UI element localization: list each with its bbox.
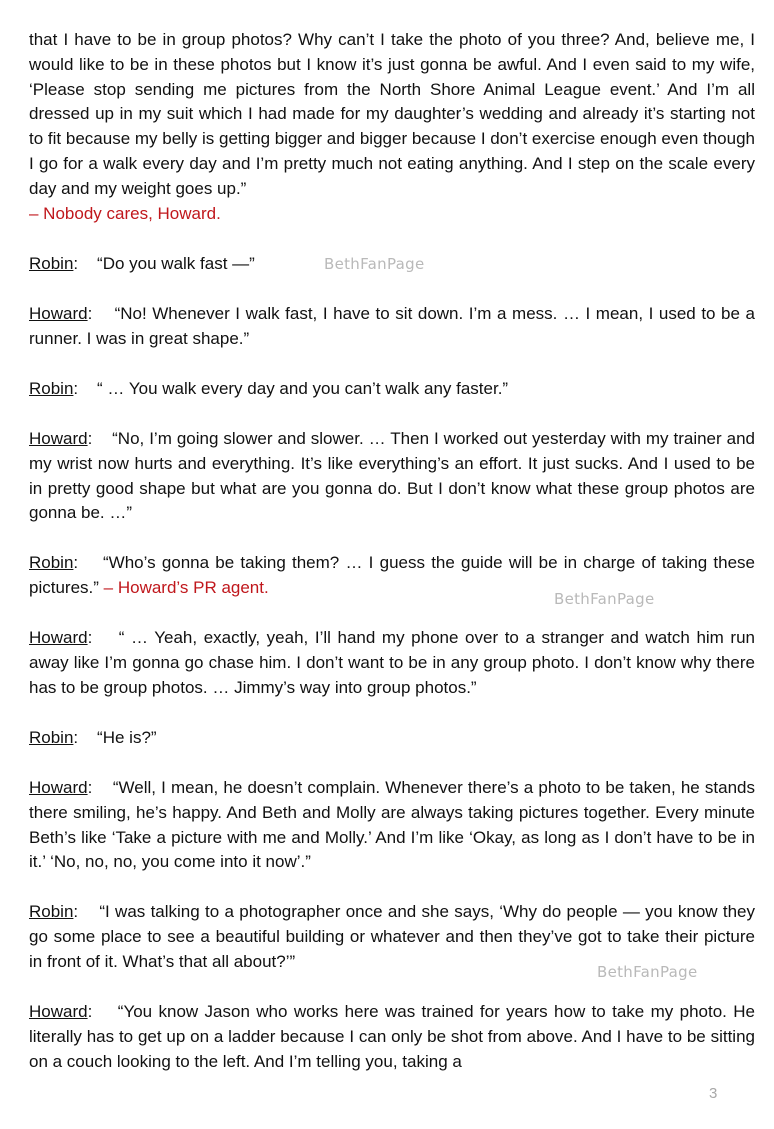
paragraph-text: “I was talking to a photographer once and she says, ‘Why do people — you know they go some place to see a beautiful building or whatever and then they’ve got to take their picture in front of it. What’s that all about?’” — [29, 902, 755, 971]
speaker-name: Robin — [29, 728, 74, 747]
paragraph-4: Howard: “No, I’m going slower and slower. … Then I worked out yesterday with my trainer and my wrist now hurts and everything. It’s like everything’s an effort. It just sucks. And I used to be in pretty good shape but what are you gonna do. But I don’t know what these group photos are gonna be. …” — [29, 429, 755, 523]
paragraph-8: Howard: “Well, I mean, he doesn’t complain. Whenever there’s a photo to be taken, he stands there smiling, he’s happy. And Beth and Molly are always taking pictures together. Every minute Beth’s like ‘Take a picture with me and Molly.’ And I’m like ‘Okay, as long as I don’t have to be in it.’ ‘No, no, no, you come into it now’.” — [29, 778, 755, 872]
page-number: 3 — [709, 1085, 718, 1102]
paragraph-6: Howard: “ … Yeah, exactly, yeah, I’ll hand my phone over to a stranger and watch him run away like I’m gonna go chase him. I don’t want to be in any group photo. I don’t know why there has to be group photos. … Jimmy’s way into group photos.” — [29, 628, 755, 697]
speaker-name: Robin — [29, 379, 74, 398]
watermark: BethFanPage — [324, 255, 425, 273]
paragraph-text: “No! Whenever I walk fast, I have to sit down. I’m a mess. … I mean, I used to be a runner. I was in great shape.” — [29, 304, 755, 348]
paragraph-text: “ … Yeah, exactly, yeah, I’ll hand my phone over to a stranger and watch him run away like I’m gonna go chase him. I don’t want to be in any group photo. I don’t know why there has to be group photos. … Jimmy’s way into group photos.” — [29, 628, 755, 697]
paragraph-10: Howard: “You know Jason who works here was trained for years how to take my photo. He literally has to get up on a ladder because I can only be shot from above. And I have to be sitting on a couch looking to the left. And I’m telling you, taking a — [29, 1002, 756, 1071]
watermark: BethFanPage — [554, 590, 655, 608]
editor-note: – Howard’s PR agent. — [103, 577, 269, 597]
paragraph-0 — [29, 28, 755, 226]
paragraph-text: “Who’s gonna be taking them? … I guess the guide will be in charge of taking these pictures.” — [29, 553, 755, 597]
paragraph-text: “Well, I mean, he doesn’t complain. Whenever there’s a photo to be taken, he stands there smiling, he’s happy. And Beth and Molly are always taking pictures together. Every minute Beth’s like ‘Take a picture with me and Molly.’ And I’m like ‘Okay, as long as I don’t have to be in it.’ ‘No, no, no, you come into it now’.” — [29, 778, 755, 872]
paragraph-5: Robin: “Who’s gonna be taking them? … I guess the guide will be in charge of taking these pictures.” – Howard’s PR agent. — [29, 553, 755, 597]
paragraph-2: Howard: “No! Whenever I walk fast, I have to sit down. I’m a mess. … I mean, I used to be a runner. I was in great shape.” — [29, 304, 755, 348]
speaker-name: Howard — [29, 628, 88, 647]
speaker-name: Howard — [29, 778, 88, 797]
editor-note: – Nobody cares, Howard. — [29, 203, 221, 223]
speaker-name: Howard — [29, 429, 88, 448]
speaker-name: Robin — [29, 254, 74, 273]
speaker-name: Howard — [29, 304, 88, 323]
paragraph-text: “ … You walk every day and you can’t walk any faster.” — [97, 379, 509, 398]
paragraph-text: “He is?” — [97, 728, 157, 747]
watermark: BethFanPage — [597, 963, 698, 981]
speaker-name: Robin — [29, 553, 74, 572]
paragraph-text: “No, I’m going slower and slower. … Then I worked out yesterday with my trainer and my wrist now hurts and everything. It’s like everything’s an effort. It just sucks. And I used to be in pretty good shape but what are you gonna do. But I don’t know what these group photos are gonna be. …” — [29, 429, 755, 523]
paragraph-9: Robin: “I was talking to a photographer once and she says, ‘Why do people — you know they go some place to see a beautiful building or whatever and then they’ve got to take their picture in front of it. What’s that all about?’” — [29, 902, 755, 971]
speaker-name: Howard — [29, 1002, 88, 1021]
paragraph-text: “Do you walk fast —” — [97, 254, 255, 273]
paragraph-1: Robin: “Do you walk fast —” — [29, 254, 255, 273]
paragraph-text: “You know Jason who works here was trained for years how to take my photo. He literally has to get up on a ladder because I can only be shot from above. And I have to be sitting on a couch looking to the left. And I’m telling you, taking a — [29, 1002, 756, 1071]
paragraph-3: Robin: “ … You walk every day and you can’t walk any faster.” — [29, 379, 509, 398]
paragraph-7: Robin: “He is?” — [29, 728, 157, 747]
speaker-name: Robin — [29, 902, 74, 921]
paragraph-text: that I have to be in group photos? Why can’t I take the photo of you three? And, believe me, I would like to be in these photos but I know it’s just gonna be awful. And I even said to my wife, ‘Please stop sending me pictures from the North Shore Animal League event.’ And I’m all dressed up in my suit which I had made for my daughter’s wedding and already it’s starting not to fit because my belly is getting bigger and bigger because I don’t exercise enough even though I go for a walk every day and I’m pretty much not eating anything. And I step on the scale every day and my weight goes up.” — [29, 30, 755, 198]
